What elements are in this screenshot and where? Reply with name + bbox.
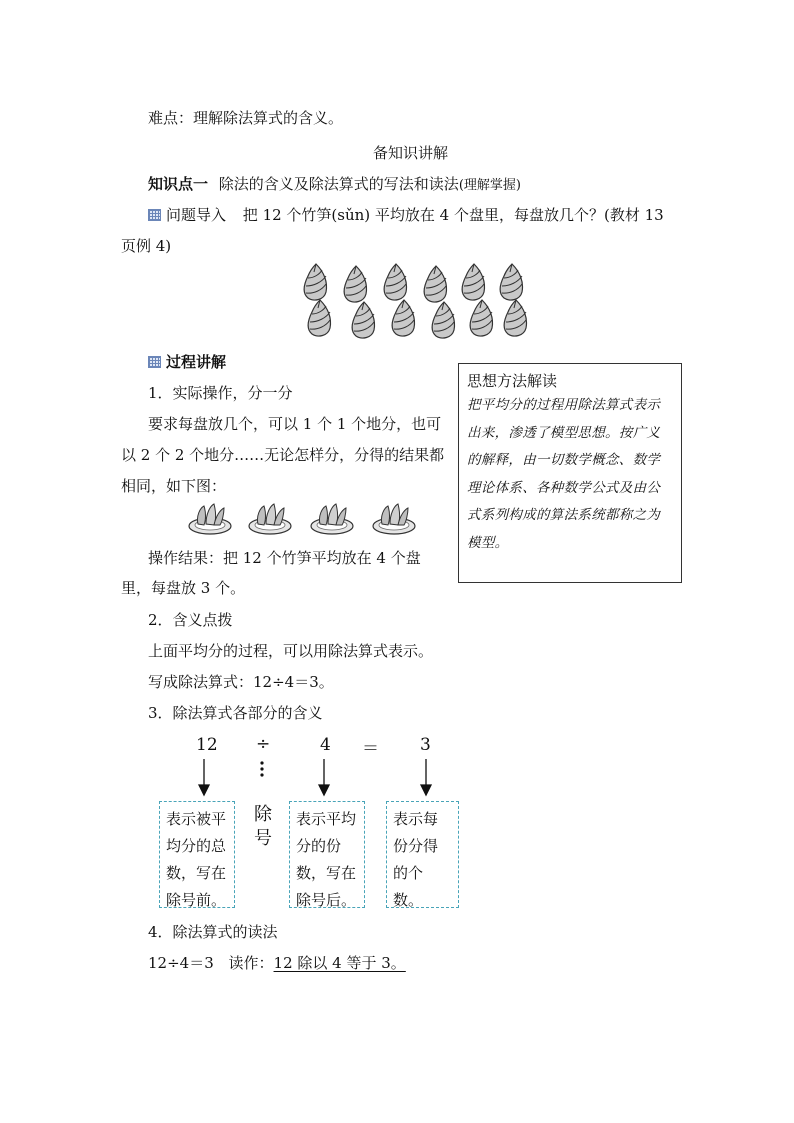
thinking-method-title: 思想方法解读 <box>467 372 558 390</box>
division-sign: ÷ <box>256 734 271 754</box>
problem-intro-label: 问题导入 <box>166 206 227 224</box>
section-title: 备知识讲解 <box>373 144 449 162</box>
plate-with-shoots <box>311 504 353 534</box>
division-sign-label: 除号 <box>254 804 272 849</box>
dividend: 12 <box>196 735 218 755</box>
thinking-method-body: 把平均分的过程用除法算式表示出来，渗透了模型思想。按广义的解释，由一切数学概念、数学理论体系、各种数学公式及由公式系列构成的算法系统都称之为模型。 <box>467 397 661 551</box>
plate-with-shoots <box>373 504 415 534</box>
result-line: 里，每盘放 3 个。 <box>121 579 246 597</box>
quotient-desc-box: 表示每份分得的个数。 <box>386 801 459 908</box>
equation-arrows <box>190 755 440 797</box>
problem-intro-text-cont: 页例 4) <box>121 237 172 255</box>
bamboo-shoot <box>424 266 446 302</box>
grid-icon <box>148 356 161 368</box>
step4-formula: 12÷4＝3 <box>148 954 214 972</box>
step2-title: 2．含义点拨 <box>148 611 233 629</box>
plate-with-shoots <box>249 504 291 534</box>
bamboo-shoot <box>392 300 414 336</box>
thinking-method-box <box>458 363 682 583</box>
step4-read-label: 读作： <box>228 954 274 972</box>
bamboo-shoot <box>352 302 374 338</box>
process-heading <box>148 352 226 372</box>
arrow-head <box>319 785 329 795</box>
problem-intro <box>148 205 664 225</box>
plate-with-shoots <box>189 504 231 534</box>
knowledge-point-label: 知识点一 <box>148 175 209 193</box>
bamboo-shoot <box>304 264 326 300</box>
step2-line: 上面平均分的过程，可以用除法算式表示。 <box>148 642 434 660</box>
arrow-head <box>199 785 209 795</box>
dotted-line <box>260 761 263 776</box>
bamboo-shoot <box>504 300 526 336</box>
grid-icon <box>148 209 161 221</box>
divisor-desc-box: 表示平均分的份数，写在除号后。 <box>289 801 365 908</box>
step2-line: 写成除法算式：12÷4＝3。 <box>148 673 334 691</box>
knowledge-point-note: (理解掌握) <box>458 178 521 193</box>
bamboo-shoot <box>308 300 330 336</box>
step1-para-line: 以 2 个 2 个地分……无论怎样分，分得的结果都 <box>121 446 445 464</box>
equals-sign: ＝ <box>362 739 379 759</box>
problem-intro-text: 把 12 个竹笋(sǔn) 平均放在 4 个盘里，每盘放几个？(教材 13 <box>242 206 664 224</box>
step4-reading-line <box>148 953 406 973</box>
arrow-head <box>421 785 431 795</box>
bamboo-shoot <box>470 300 492 336</box>
bamboo-shoot <box>432 302 454 338</box>
bamboo-shoot <box>462 264 484 300</box>
bamboo-shoot <box>384 264 406 300</box>
plates-illustration <box>186 500 422 538</box>
bamboo-shoot <box>500 264 522 300</box>
result-line: 操作结果：把 12 个竹笋平均放在 4 个盘 <box>148 549 421 567</box>
divisor: 4 <box>320 735 331 755</box>
step1-para-line: 相同，如下图： <box>121 477 227 495</box>
bamboo-shoots-illustration <box>296 262 532 340</box>
step4-reading: 12 除以 4 等于 3。 <box>273 954 406 972</box>
step3-title: 3．除法算式各部分的含义 <box>148 704 323 722</box>
knowledge-point-heading <box>148 174 521 196</box>
knowledge-point-title: 除法的含义及除法算式的写法和读法 <box>218 175 459 193</box>
step1-title: 1．实际操作，分一分 <box>148 384 293 402</box>
step1-para-line: 要求每盘放几个，可以 1 个 1 个地分，也可 <box>148 415 442 433</box>
difficulty-text: 难点：理解除法算式的含义。 <box>148 109 344 127</box>
bamboo-shoot <box>344 266 366 302</box>
process-label: 过程讲解 <box>166 353 227 371</box>
step4-title: 4．除法算式的读法 <box>148 923 278 941</box>
dividend-desc-box: 表示被平均分的总数，写在除号前。 <box>159 801 235 908</box>
quotient: 3 <box>420 735 431 755</box>
